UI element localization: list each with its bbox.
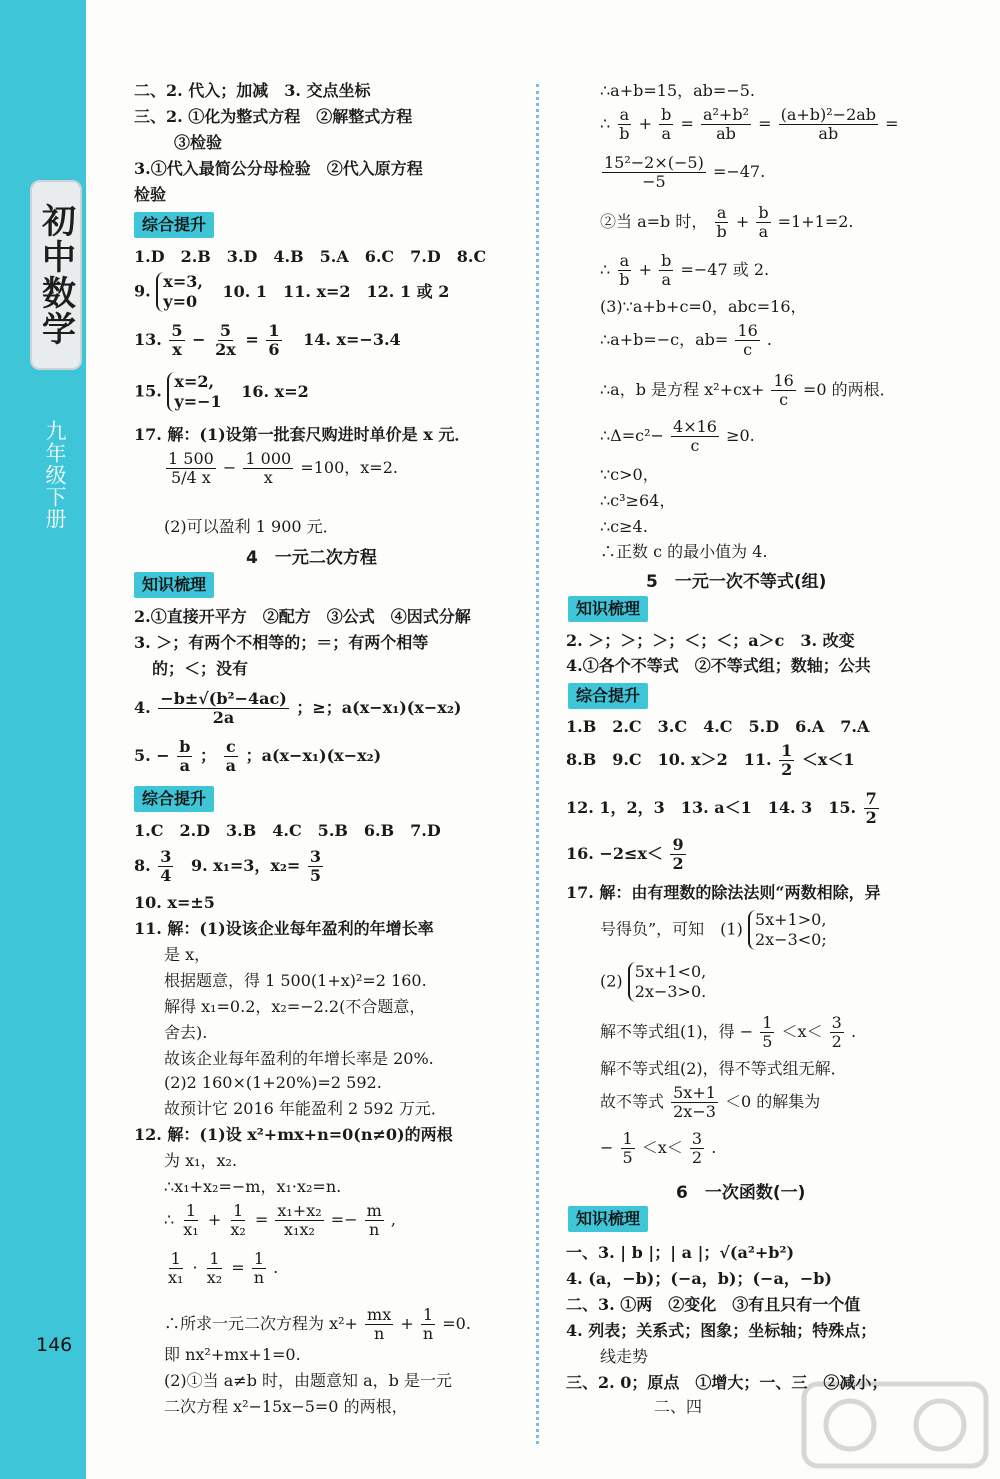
text-fragment: 16: [737, 321, 758, 340]
text-fragment: 5: [309, 866, 322, 885]
text-fragment: ＜x＜: [641, 1138, 683, 1157]
watermark-logo-icon: [800, 1380, 990, 1470]
fraction: [158, 690, 289, 727]
text-fragment: 15.: [134, 381, 162, 401]
answer-line: 4. (a，−b)；(−a，b)；(−a，−b): [566, 1269, 832, 1288]
fraction: [659, 252, 673, 289]
fraction: [228, 1202, 247, 1239]
answer-line: 10. x=±5: [134, 893, 215, 912]
text-fragment: =−47.: [712, 162, 766, 181]
text-fragment: a: [716, 203, 727, 222]
text-fragment: ∴所求一元二次方程为 x²+: [164, 1314, 358, 1333]
text-fragment: 4: [160, 866, 172, 885]
text-fragment: 2: [781, 760, 793, 779]
text-fragment: =: [885, 114, 899, 133]
answer-line: 二次方程 x²−15x−5=0 的两根，: [164, 1397, 408, 1416]
text-fragment: 1 500: [168, 449, 214, 468]
answer-line: 为 x₁，x₂.: [164, 1151, 238, 1170]
answer-line: [600, 204, 854, 241]
text-fragment: 2x−3<0;: [754, 930, 827, 949]
text-fragment: y=0: [163, 292, 198, 311]
text-fragment: −b±√(b²−4ac): [160, 689, 287, 708]
answer-line: [566, 836, 688, 873]
text-fragment: 9. x₁=3，x₂=: [191, 856, 301, 875]
fraction: [177, 738, 192, 775]
text-fragment: x=3,: [163, 272, 203, 291]
text-fragment: 号得负”，可知 (1): [600, 919, 743, 939]
text-fragment: 6: [268, 340, 280, 359]
text-fragment: −: [192, 330, 206, 349]
answer-line: [164, 1306, 471, 1343]
answer-line: ∵c>0，: [600, 465, 659, 484]
answer-line: 二、四: [654, 1397, 703, 1416]
answer-line: [600, 1014, 856, 1051]
fraction: [275, 1202, 323, 1239]
text-fragment: x=2,: [174, 372, 215, 391]
answer-line: 2.①直接开平方 ②配方 ③公式 ④因式分解: [134, 607, 471, 626]
text-fragment: 2: [865, 808, 877, 827]
text-fragment: 14. x=−3.4: [303, 330, 401, 349]
text-fragment: ∴: [600, 114, 611, 133]
answer-line: 2. ＞；＞；＞；＜；＜；a＞c 3. 改变: [566, 631, 855, 650]
text-fragment: 1: [781, 741, 793, 760]
text-fragment: ∴a+b=−c，ab=: [600, 330, 729, 349]
text-fragment: 12. 1，2，3 13. a＜1 14. 3 15.: [566, 798, 857, 817]
answer-line: 3.①代入最简公分母检验 ②代入原方程: [134, 159, 423, 178]
text-fragment: 故不等式: [600, 1092, 665, 1111]
text-fragment: x₁: [168, 1268, 184, 1287]
fraction: [617, 106, 631, 143]
text-fragment: =0.: [442, 1314, 471, 1333]
text-fragment: 2a: [212, 708, 235, 727]
answer-line: 是 x，: [164, 945, 211, 964]
answer-line: [600, 154, 765, 191]
fraction: [760, 1014, 774, 1051]
equation-system: [167, 372, 221, 412]
answer-line: ∴正数 c 的最小值为 4.: [600, 542, 768, 561]
text-fragment: 解不等式组(1)，得 −: [600, 1022, 754, 1041]
text-fragment: 5: [219, 321, 232, 340]
answer-line: [566, 742, 855, 779]
text-fragment: a: [179, 756, 191, 775]
section-title: 5 一元一次不等式(组): [646, 572, 827, 592]
fraction: [252, 1250, 266, 1287]
text-fragment: 4.: [134, 698, 151, 717]
text-fragment: 1: [170, 1249, 181, 1268]
text-fragment: 16. x=2: [241, 381, 309, 401]
fraction: [213, 322, 238, 359]
answer-line: 解不等式组(2)，得不等式组无解．: [600, 1059, 847, 1078]
answer-line: [600, 372, 896, 409]
text-fragment: +: [207, 1210, 222, 1229]
text-fragment: 8.: [134, 856, 151, 875]
answer-line: 4. 列表；关系式；图象；坐标轴；特殊点；: [566, 1321, 877, 1340]
text-fragment: x₁x₂: [284, 1220, 315, 1239]
text-fragment: ·: [192, 1258, 198, 1277]
text-fragment: +: [735, 212, 750, 231]
answer-line: 1.D 2.B 3.D 4.B 5.A 6.C 7.D 8.C: [134, 247, 487, 266]
answer-line: [600, 322, 772, 359]
text-fragment: a: [225, 756, 236, 775]
answer-line: 11. 解：(1)设该企业每年盈利的年增长率: [134, 919, 434, 938]
text-fragment: ∴: [600, 260, 611, 279]
text-fragment: x₁: [183, 1220, 199, 1239]
text-fragment: ∴Δ=c²−: [600, 426, 664, 445]
text-fragment: 5: [171, 321, 183, 340]
text-fragment: 2x: [215, 340, 236, 359]
answer-line: [600, 252, 769, 289]
answer-line: 1.C 2.D 3.B 4.C 5.B 6.B 7.D: [134, 821, 441, 840]
text-fragment: −: [222, 458, 237, 477]
text-fragment: 1: [185, 1201, 197, 1220]
fraction: [421, 1306, 435, 1343]
text-fragment: a: [619, 251, 630, 270]
answer-line: 1.B 2.C 3.C 4.C 5.D 6.A 7.A: [566, 717, 870, 736]
text-fragment: ；: [200, 746, 217, 765]
text-fragment: .: [850, 1022, 857, 1041]
section-badge: 知识梳理: [568, 596, 648, 622]
text-fragment: ；≥；a(x−x₁)(x−x₂): [296, 698, 462, 717]
text-fragment: 2: [831, 1032, 842, 1051]
text-fragment: x₂: [230, 1220, 246, 1239]
text-fragment: =0 的两根．: [802, 380, 896, 399]
fraction: [158, 848, 173, 885]
fraction: [365, 1202, 384, 1239]
fraction: [617, 252, 631, 289]
fraction: [602, 154, 706, 191]
text-fragment: +: [400, 1314, 414, 1333]
fraction: [714, 204, 728, 241]
answer-line: [566, 790, 881, 827]
text-fragment: x: [263, 468, 273, 487]
answer-line: [600, 962, 706, 1002]
text-fragment: a: [619, 105, 630, 124]
text-fragment: 16. −2≤x＜: [566, 844, 663, 863]
text-fragment: 4×16: [673, 417, 717, 436]
answer-line: ∴c³≥64，: [600, 491, 676, 510]
text-fragment: ,: [390, 1210, 396, 1229]
page-number: 146: [36, 1334, 73, 1356]
answer-line: 的；＜；没有: [152, 659, 249, 678]
text-fragment: ＜0 的解集为: [725, 1092, 821, 1111]
answer-line: 4.①各个不等式 ②不等式组；数轴；公共: [566, 656, 871, 675]
answer-line: [134, 738, 381, 775]
text-fragment: 1: [762, 1013, 773, 1032]
text-fragment: =: [680, 114, 694, 133]
text-fragment: =: [245, 330, 259, 349]
fraction: [671, 1084, 718, 1121]
text-fragment: 1 000: [245, 449, 292, 468]
answer-line: [600, 910, 827, 950]
text-fragment: .: [711, 1138, 717, 1157]
fraction: [205, 1250, 224, 1287]
text-fragment: y=−1: [174, 392, 222, 411]
text-fragment: 1: [253, 1249, 264, 1268]
text-fragment: .: [273, 1258, 279, 1277]
fraction: [690, 1130, 704, 1167]
text-fragment: b: [619, 124, 630, 143]
answer-line: [164, 1202, 396, 1239]
text-fragment: a: [661, 124, 672, 143]
answer-line: 三、2. ①化为整式方程 ②解整式方程: [134, 107, 413, 126]
fraction: [864, 790, 879, 827]
text-fragment: =: [231, 1258, 245, 1277]
section-title: 4 一元二次方程: [246, 548, 377, 568]
text-fragment: .: [766, 330, 772, 349]
text-fragment: ab: [818, 124, 839, 143]
text-fragment: 16: [773, 371, 794, 390]
fraction: [756, 204, 770, 241]
fraction: [701, 106, 751, 143]
text-fragment: x₂: [206, 1268, 223, 1287]
answer-line: [134, 272, 449, 312]
right-column: [566, 0, 980, 1479]
section-badge: 知识梳理: [134, 572, 214, 598]
answer-line: [164, 450, 398, 487]
fraction: [671, 418, 719, 455]
text-fragment: x: [172, 340, 182, 359]
text-fragment: x₁+x₂: [277, 1201, 322, 1220]
fraction: [166, 450, 216, 487]
fraction: [181, 1202, 200, 1239]
fraction: [621, 1130, 635, 1167]
section-badge: 综合提升: [134, 786, 214, 812]
text-fragment: =−: [330, 1210, 358, 1229]
equation-system: [156, 272, 203, 312]
answer-line: [134, 372, 309, 412]
fraction: [243, 450, 293, 487]
text-fragment: m: [366, 1201, 382, 1220]
text-fragment: 1: [622, 1129, 633, 1148]
grade-label: 九年级下册: [43, 420, 67, 530]
text-fragment: (2): [600, 971, 623, 991]
text-fragment: 2: [691, 1148, 703, 1167]
text-fragment: c: [779, 390, 789, 409]
answer-line: [600, 1130, 716, 1167]
text-fragment: 9: [672, 835, 684, 854]
text-fragment: +: [638, 260, 653, 279]
text-fragment: 8.B 9.C 10. x＞2 11.: [566, 750, 772, 769]
answer-line: (3)∵a+b+c=0，abc=16，: [600, 297, 807, 316]
fraction: [365, 1306, 393, 1343]
text-fragment: +: [638, 114, 653, 133]
text-fragment: ②当 a=b 时，: [600, 212, 708, 231]
text-fragment: 9.: [134, 281, 151, 301]
answer-line: (2)2 160×(1+20%)=2 592.: [164, 1073, 382, 1092]
answer-line: 17. 解：(1)设第一批套尺购进时单价是 x 元．: [134, 425, 471, 444]
inequality-system: [748, 910, 827, 950]
text-fragment: c: [225, 737, 236, 756]
left-column: [134, 0, 529, 1479]
fraction: [779, 106, 878, 143]
text-fragment: 7: [865, 789, 877, 808]
text-fragment: 5x+1: [673, 1083, 716, 1102]
text-fragment: 3: [309, 847, 322, 866]
text-fragment: =: [254, 1210, 269, 1229]
text-fragment: 3: [831, 1013, 842, 1032]
answer-line: ∴x₁+x₂=−m，x₁·x₂=n.: [164, 1177, 342, 1196]
section-badge: 综合提升: [568, 683, 648, 709]
text-fragment: −: [600, 1138, 614, 1157]
answer-line: 根据题意，得 1 500(1+x)²=2 160.: [164, 971, 427, 990]
text-fragment: 3: [691, 1129, 703, 1148]
text-fragment: 15²−2×(−5): [604, 153, 704, 172]
text-fragment: 1: [422, 1305, 434, 1324]
text-fragment: mx: [367, 1305, 392, 1324]
text-fragment: 1: [209, 1249, 220, 1268]
fraction: [735, 322, 759, 359]
answer-line: 二、3. ①两 ②变化 ③有且只有一个值: [566, 1295, 861, 1314]
answer-line: [134, 690, 461, 727]
answer-line: 故该企业每年盈利的年增长率是 20%.: [164, 1049, 434, 1068]
answer-line: [134, 848, 325, 885]
text-fragment: b: [716, 222, 727, 241]
text-fragment: 5. −: [134, 746, 170, 765]
text-fragment: ∴: [164, 1210, 175, 1229]
text-fragment: =100，x=2.: [300, 458, 398, 477]
text-fragment: b: [661, 105, 672, 124]
fraction: [779, 742, 794, 779]
text-fragment: 2x−3: [673, 1102, 716, 1121]
inequality-system: [628, 962, 706, 1002]
text-fragment: c: [690, 436, 700, 455]
text-fragment: 13.: [134, 330, 162, 349]
text-fragment: ；a(x−x₁)(x−x₂): [245, 746, 382, 765]
text-fragment: 5x+1<0,: [634, 962, 707, 981]
text-fragment: (a+b)²−2ab: [780, 105, 877, 124]
answer-line: 即 nx²+mx+1=0.: [164, 1345, 301, 1364]
text-fragment: ≥0.: [726, 426, 755, 445]
answer-line: 12. 解：(1)设 x²+mx+n=0(n≠0)的两根: [134, 1125, 453, 1144]
answer-line: 解得 x₁=0.2，x₂=−2.2(不合题意，: [164, 997, 426, 1016]
section-title: 6 一次函数(一): [676, 1183, 806, 1203]
text-fragment: =−47 或 2.: [680, 260, 770, 279]
text-fragment: n: [373, 1324, 385, 1343]
fraction: [771, 372, 795, 409]
text-fragment: =: [758, 114, 772, 133]
answer-line: 3. ＞；有两个不相等的；＝；有两个相等: [134, 633, 429, 652]
text-fragment: 5x+1>0,: [754, 910, 827, 929]
column-divider: [536, 84, 539, 1444]
answer-line: (2)①当 a≠b 时，由题意知 a，b 是一元: [164, 1371, 452, 1390]
text-fragment: a²+b²: [702, 105, 749, 124]
text-fragment: 1: [232, 1201, 244, 1220]
text-fragment: ab: [716, 124, 736, 143]
text-fragment: ＜x＜: [781, 1022, 823, 1041]
answer-line: [134, 322, 401, 359]
answer-line: [600, 418, 755, 455]
fraction: [266, 322, 281, 359]
answer-line: (2)可以盈利 1 900 元．: [164, 517, 339, 536]
subject-tab: [30, 180, 82, 370]
fraction: [308, 848, 323, 885]
fraction: [169, 322, 184, 359]
answer-line: ∴a+b=15，ab=−5.: [600, 81, 755, 100]
text-fragment: 5: [622, 1148, 633, 1167]
text-fragment: ∴a，b 是方程 x²+cx+: [600, 380, 765, 399]
answer-line: 一、3. | b |；| a |；√(a²+b²): [566, 1243, 795, 1262]
text-fragment: 10. 1 11. x=2 12. 1 或 2: [222, 281, 450, 301]
text-fragment: b: [179, 737, 191, 756]
text-fragment: 5: [762, 1032, 773, 1051]
answer-line: ∴c≥4.: [600, 517, 648, 536]
fraction: [670, 836, 685, 873]
text-fragment: 5/4 x: [170, 468, 211, 487]
answer-line: 三、2. 0；原点 ①增大；一、三 ②减小；: [566, 1373, 888, 1392]
text-fragment: 2: [672, 854, 684, 873]
answer-line: [164, 1250, 278, 1287]
text-fragment: b: [619, 270, 630, 289]
text-fragment: c: [743, 340, 753, 359]
answer-line: 检验: [134, 185, 167, 204]
fraction: [659, 106, 673, 143]
text-fragment: n: [422, 1324, 434, 1343]
answer-line: 线走势: [600, 1347, 649, 1366]
text-fragment: ＜x＜1: [801, 750, 855, 769]
text-fragment: 1: [268, 321, 280, 340]
fraction: [166, 1250, 185, 1287]
text-fragment: a: [758, 222, 769, 241]
text-fragment: =1+1=2.: [777, 212, 854, 231]
text-fragment: a: [661, 270, 672, 289]
subject-label: 初中数学: [35, 203, 76, 347]
answer-line: [600, 1084, 820, 1121]
text-fragment: 3: [160, 847, 172, 866]
text-fragment: b: [661, 251, 672, 270]
answer-line: ③检验: [174, 133, 223, 152]
answer-line: 17. 解：由有理数的除法法则“两数相除，异: [566, 883, 881, 902]
text-fragment: b: [758, 203, 769, 222]
answer-line: 舍去).: [164, 1023, 208, 1042]
text-fragment: n: [253, 1268, 265, 1287]
answer-line: 二、2. 代入；加减 3. 交点坐标: [134, 81, 371, 100]
fraction: [830, 1014, 844, 1051]
fraction: [224, 738, 238, 775]
text-fragment: n: [369, 1220, 380, 1239]
text-fragment: −5: [642, 172, 666, 191]
section-badge: 知识梳理: [568, 1206, 648, 1232]
section-badge: 综合提升: [134, 212, 214, 238]
answer-line: [600, 106, 899, 143]
answer-line: 故预计它 2016 年能盈利 2 592 万元．: [164, 1099, 447, 1118]
text-fragment: 2x−3>0.: [634, 982, 707, 1001]
